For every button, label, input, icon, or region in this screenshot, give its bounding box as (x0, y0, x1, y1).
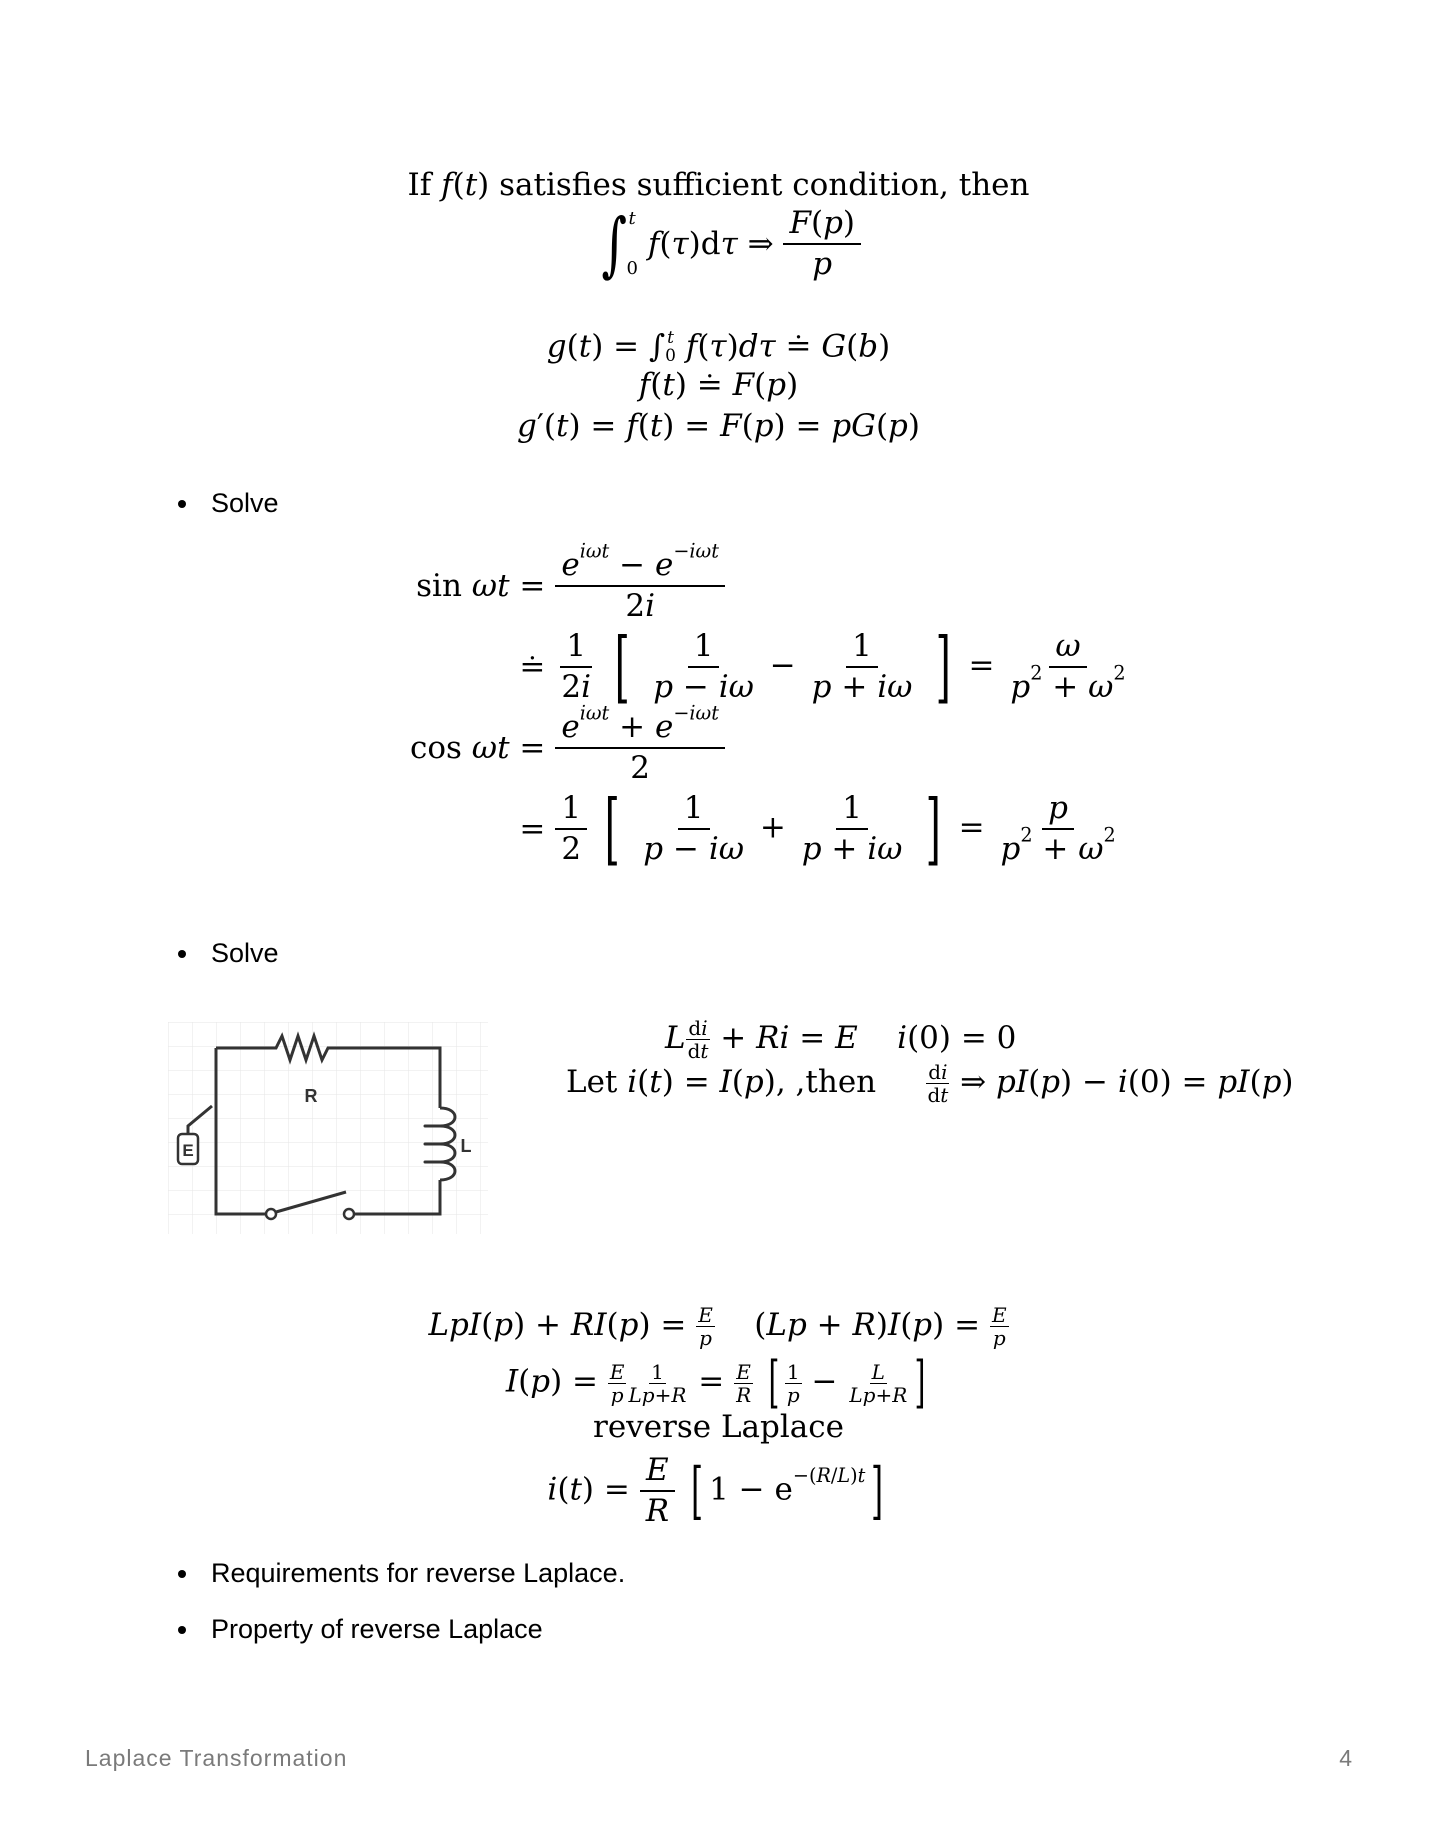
bullet-dot (178, 1570, 186, 1578)
f-transform: f(t) = . F(p) (0, 370, 1437, 401)
integral-rule: ∫ t 0 f ( τ )d τ ⇒ $\frac{F(p)}{p}$ (0, 208, 1437, 280)
ode-equation: L $\frac{di}{dt}$ + Ri = E i(0) = 0 (665, 1016, 1017, 1063)
bullet-solve-2 (178, 938, 279, 969)
bullet-requirements (178, 1558, 625, 1589)
bullet-text: Requirements for reverse Laplace. (211, 1558, 626, 1588)
bullet-text: Property of reverse Laplace (211, 1614, 543, 1644)
g-definition: g(t) = ∫ t 0 f(τ)dτ = . G(b) (0, 330, 1437, 366)
g-prime: g′(t) = f(t) = F(p) = pG(p) (516, 408, 921, 444)
solution-line-2: I(p) = $\frac{E}{p}$ $\frac{1}{Lp+R}$ = $\frac{E}{R}$ [ $\frac{1}{p}$ − $\frac{L}{Lp+R}$ ] (505, 1350, 926, 1415)
switch-terminal-right (344, 1209, 354, 1219)
condition-line: If f(t) satisfies sufficient condition, then (407, 167, 1030, 203)
cos-definition: $\frac{e^{i\omega t} + e^{-i\omega t}}{2}$ (555, 712, 1131, 784)
reverse-laplace-label: reverse Laplace (593, 1409, 844, 1445)
bullet-solve-1 (178, 488, 279, 519)
sin-definition: $\frac{e^{i\omega t} - e^{-i\omega t}}{2i}$ (555, 550, 1131, 622)
sin-label: sin ωt = (416, 567, 546, 604)
solution-line-1: LpI(p) + RI(p) = $\frac{E}{p}$ (Lp + R)I(p) = $\frac{E}{p}$ (428, 1303, 1007, 1350)
bullet-dot (178, 500, 186, 508)
footer-title: Laplace Transformation (85, 1745, 348, 1771)
sin-dot-eq: = . (410, 652, 545, 683)
resistor-label: R (304, 1086, 318, 1106)
cos-result: $\frac{1}{2}$ [ $\frac{1}{p - i\omega}$ + $\frac{1}{p + i\omega}$ ] = $\frac{p}{p^2 + \omega^2}$ (555, 790, 1131, 868)
bullet-dot (178, 1626, 186, 1634)
inductor-label: L (460, 1136, 472, 1156)
bullet-dot (178, 950, 186, 958)
page-number: 4 (1339, 1745, 1353, 1771)
let-equation: Let i(t) = I(p), ,then $\frac{di}{dt}$ ⇒ pI(p) − i(0) = pI(p) (566, 1060, 1294, 1107)
cos-eq: = (519, 810, 546, 847)
solution-line-4: i(t) = $\frac{E}{R}$ [ $1 - e^{-(R/L)t}$] (547, 1452, 884, 1529)
source-label: E (182, 1141, 194, 1160)
cos-label: cos ωt = (410, 729, 546, 766)
bullet-text: Solve (211, 938, 279, 968)
trig-transforms (410, 539, 1132, 874)
bullet-property (178, 1614, 543, 1645)
switch-terminal-left (266, 1209, 276, 1219)
sin-result: $\frac{1}{2i}$ [ $\frac{1}{p - i\omega}$ − $\frac{1}{p + i\omega}$ ] = $\frac{\omega}{p^2 + \omega^2}$ (561, 622, 1126, 712)
rl-circuit-diagram (168, 1022, 488, 1234)
bullet-text: Solve (211, 488, 279, 518)
